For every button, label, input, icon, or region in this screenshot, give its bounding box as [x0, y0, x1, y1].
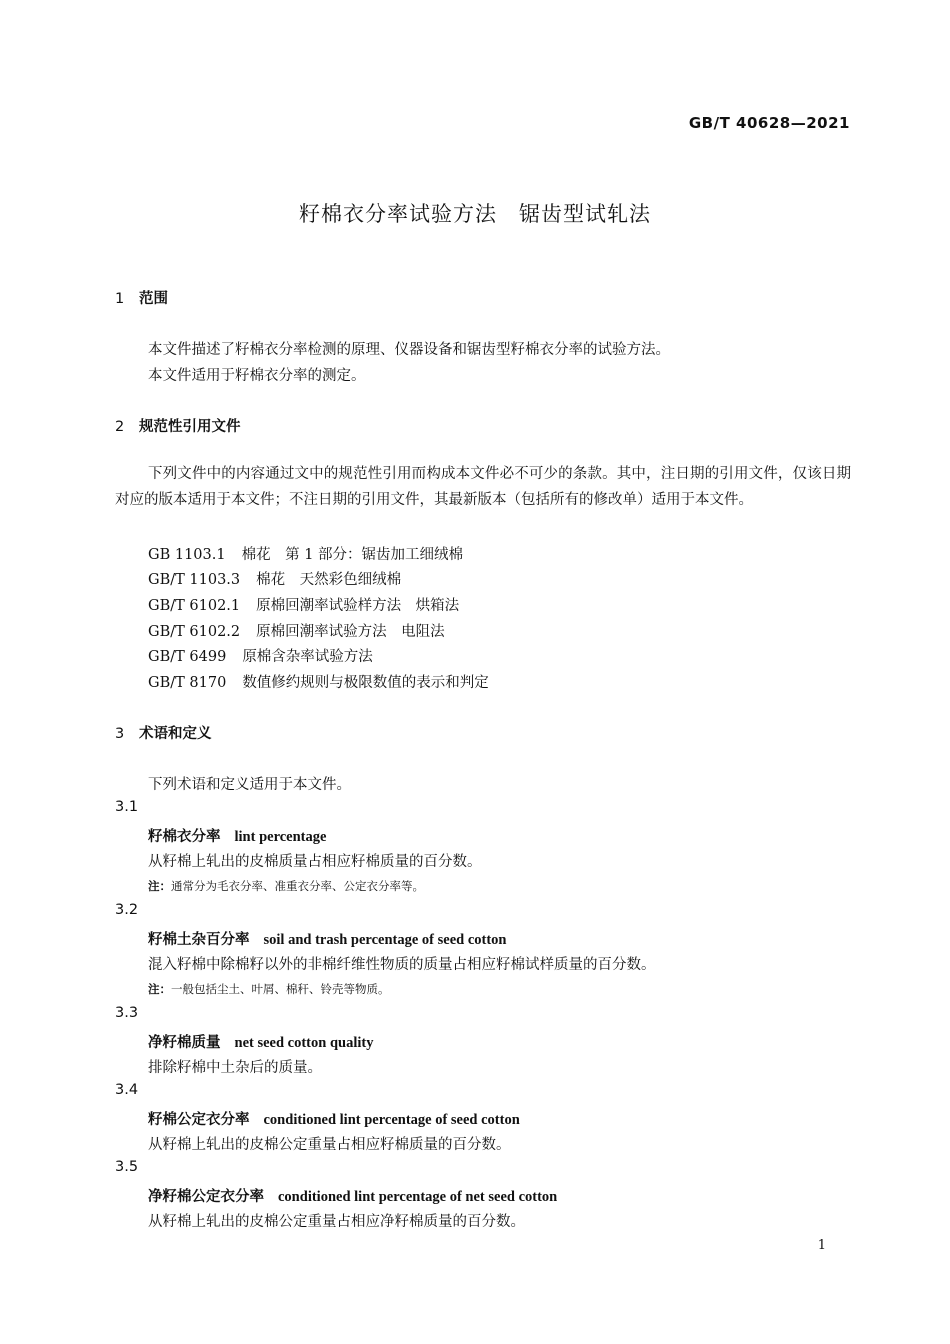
section-1-heading [115, 287, 168, 308]
term-en: conditioned lint percentage of seed cotton [263, 1112, 520, 1128]
reference-code: GB/T 8170 [148, 675, 227, 691]
reference-item [148, 645, 373, 666]
reference-code: GB/T 1103.3 [148, 572, 241, 588]
section-title: 术语和定义 [139, 726, 212, 742]
paragraph: 下列术语和定义适用于本文件。 [148, 777, 351, 793]
term-number: 3.5 [115, 1159, 139, 1175]
term-definition: 混入籽棉中除棉籽以外的非棉纤维性物质的质量占相应籽棉试样质量的百分数。 [148, 957, 656, 973]
term-definition: 从籽棉上轧出的皮棉质量占相应籽棉质量的百分数。 [148, 854, 482, 870]
reference-item [148, 568, 401, 589]
term-en: net seed cotton quality [234, 1035, 374, 1051]
term-note [148, 981, 390, 997]
term-zh: 籽棉土杂百分率 [148, 932, 250, 948]
reference-code: GB 1103.1 [148, 547, 226, 563]
reference-item [148, 620, 445, 641]
reference-title: 原棉含杂率试验方法 [242, 649, 373, 665]
term-number: 3.3 [115, 1005, 139, 1021]
reference-item [148, 594, 459, 615]
section-2-heading [115, 415, 241, 436]
section-title: 规范性引用文件 [139, 419, 241, 435]
term-definition: 排除籽棉中土杂后的质量。 [148, 1060, 322, 1076]
document-title: 籽棉衣分率试验方法 锯齿型试轧法 [299, 202, 651, 226]
reference-title: 棉花 天然彩色细绒棉 [256, 572, 402, 588]
reference-title: 原棉回潮率试验样方法 烘箱法 [256, 598, 460, 614]
term-number: 3.4 [115, 1082, 139, 1098]
term-en: soil and trash percentage of seed cotton [263, 932, 507, 948]
term-definition: 从籽棉上轧出的皮棉公定重量占相应籽棉质量的百分数。 [148, 1137, 511, 1153]
reference-item [148, 543, 463, 564]
term-heading [148, 1108, 520, 1129]
section-number: 1 [115, 291, 125, 307]
term-zh: 净籽棉质量 [148, 1035, 221, 1051]
note-text: 一般包括尘土、叶屑、棉秆、铃壳等物质。 [171, 982, 390, 996]
section-title: 范围 [139, 291, 168, 307]
section-number: 3 [115, 726, 125, 742]
reference-code: GB/T 6499 [148, 649, 227, 665]
reference-title: 棉花 第 1 部分：锯齿加工细绒棉 [241, 547, 464, 563]
term-heading [148, 928, 507, 949]
term-en: lint percentage [234, 829, 327, 845]
term-zh: 净籽棉公定衣分率 [148, 1189, 264, 1205]
standard-number: GB/T 40628—2021 [688, 114, 850, 132]
term-heading [148, 825, 326, 846]
section-number: 2 [115, 419, 125, 435]
term-zh: 籽棉衣分率 [148, 829, 221, 845]
reference-item [148, 671, 489, 692]
reference-code: GB/T 6102.2 [148, 624, 241, 640]
term-zh: 籽棉公定衣分率 [148, 1112, 250, 1128]
reference-title: 原棉回潮率试验方法 电阻法 [256, 624, 445, 640]
note-label: 注： [148, 982, 171, 996]
reference-title: 数值修约规则与极限数值的表示和判定 [242, 675, 489, 691]
section-3-heading [115, 722, 212, 743]
paragraph: 本文件适用于籽棉衣分率的测定。 [148, 368, 366, 384]
reference-code: GB/T 6102.1 [148, 598, 241, 614]
paragraph: 本文件描述了籽棉衣分率检测的原理、仪器设备和锯齿型籽棉衣分率的试验方法。 [148, 342, 670, 358]
note-text: 通常分为毛衣分率、准重衣分率、公定衣分率等。 [171, 879, 424, 893]
term-heading [148, 1185, 557, 1206]
term-heading [148, 1031, 373, 1052]
note-label: 注： [148, 879, 171, 893]
paragraph: 下列文件中的内容通过文中的规范性引用而构成本文件必不可少的条款。其中，注日期的引用文件，仅该日期对应的版本适用于本文件；不注日期的引用文件，其最新版本（包括所有的修改单）适用于本文件。 [115, 466, 851, 508]
term-note [148, 878, 424, 894]
page-number: 1 [817, 1238, 826, 1253]
term-number: 3.1 [115, 799, 139, 815]
term-number: 3.2 [115, 902, 139, 918]
term-definition: 从籽棉上轧出的皮棉公定重量占相应净籽棉质量的百分数。 [148, 1214, 525, 1230]
term-en: conditioned lint percentage of net seed cotton [278, 1189, 558, 1205]
